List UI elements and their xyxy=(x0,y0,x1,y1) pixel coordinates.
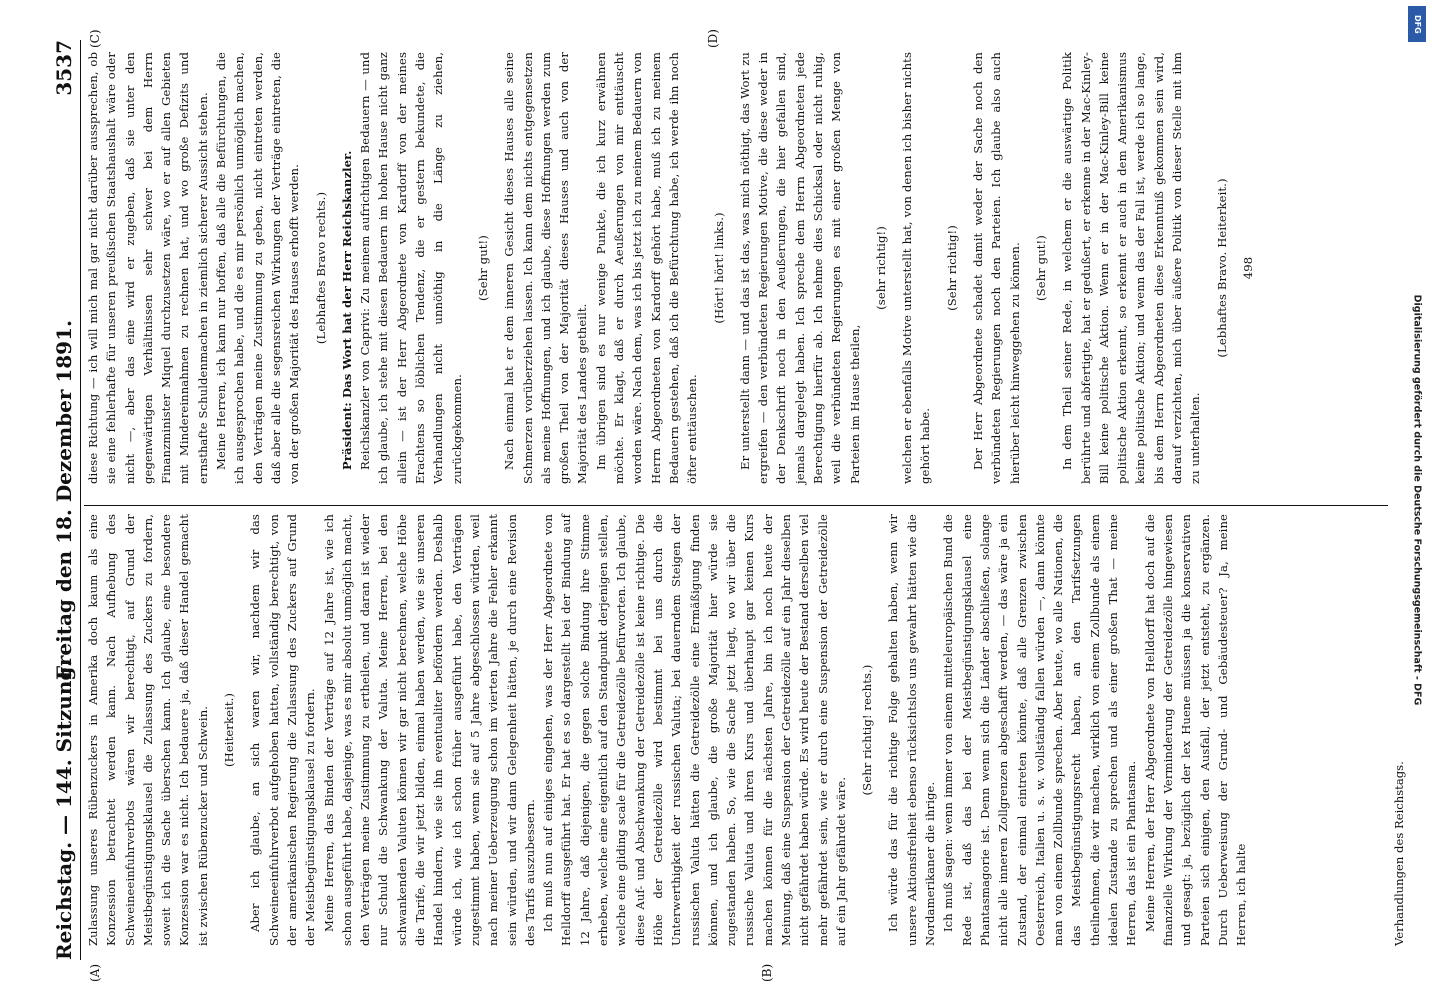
dfg-logo: DFG xyxy=(1408,6,1426,42)
header-page-number: 3537 xyxy=(52,40,76,96)
margin-marker-d: (D) xyxy=(706,29,720,48)
paragraph: Meine Herren, das Binden der Verträge auf 12 Jahre ist, wie ich schon ausgeführt habe, dasjenige, was es mir absolut unmöglich macht, den Verträgen meine Zustimmung zu ertheilen, und daran ist wieder nur Schuld die Schwankung der Valuta. Meine Herren, bei den schwankenden Valuten können wir gar nicht berechnen, welche Höhe die Tarife, die wir jetzt bilden, einmal haben werden, wie sie unseren Handel hindern, wie sie ihn eventualiter befördern werden. Deshalb würde ich, wie ich schon früher ausgeführt habe, den Verträgen zugestimmt haben, wenn sie auf 5 Jahre abgeschlossen würden, weil nach meiner Ueberzeugung schon im vierten Jahre die Fehler erkannt sein würden, und wir dann Gelegenheit hätten, je durch eine Revision des Tarifs auszubessern. xyxy=(321,514,537,946)
paragraph: Meine Herren, ich kann nur hoffen, daß alle die Befürchtungen, die ich ausgesprochen habe, und die es mir persönlich unmöglich machen, den Verträgen meine Zustimmung zu geben, nicht eintreten werden, daß aber alle die segensreichen Wirkungen der Verträge eintreten, die von der großen Majorität des Hauses erhofft werden. xyxy=(214,52,302,484)
paragraph: diese Richtung — ich will mich mal gar nicht darüber aussprechen, ob sie eine fehlerhafte für unseren preußischen Staatshaushalt wäre oder nicht —, aber das eine wird er zugeben, daß sie unter den gegenwärtigen Verhältnissen sehr schwer bei dem Herrn Finanzminister Miquel durchzusetzen wäre, wo er auf allen Gebieten mit Mindereinnahmen zu rechnen hat, und wo große Defizits und ernsthafte Schuldenmachen in ziemlich sicherer Aussicht stehen. xyxy=(86,52,210,484)
paragraph: Ich muß nun auf einiges eingehen, was der Herr Abgeordnete von Helldorff ausgeführt hat. Er hat es so dargestellt bei der Bindung auf 12 Jahre, daß diejenigen, die gegen solche Bindung ihre Stimme erheben, welche eine eigentlich auf den Standpunkt derjenigen stellen, welche eine gliding scale für die Getreidezölle befürworten. Ich glaube, diese Auf- und Abschwankung der Getreidezölle ist keine richtige. Die Höhe der Getreidezölle wird bestimmt bei uns durch die Unterwerthigkeit der russischen Valuta; bei dauerndem Steigen der russischen Valuta hätten die Getreidezölle eine Ermäßigung finden können, und ich glaube, die große Majorität hier würde sie zugestanden haben. So, wie die Sache jetzt liegt, wo wir über die russische Valuta und ihren Kurs und überhaupt gar keinen Kurs machen können für die nächsten Jahre, bin ich noch heute der Meinung, daß eine Suspension der Getreidezölle auf ein Jahr dieselben nicht gefährdet haben würde. Es wird heute der Bestand derselben viel mehr gefährdet sein, wie er durch eine Suspension der Getreidezölle auf ein Jahr gefährdet wäre. xyxy=(541,514,848,946)
interjection: (Sehr richtig!) xyxy=(944,225,959,311)
paragraph: Er unterstellt dann — und das ist das, was mich nöthigt, das Wort zu ergreifen — den verbündeten Regierungen Motive, die diese weder in der Denkschrift noch in den Aeußerungen, die hier gefallen sind, jemals dargelegt haben. Ich spreche dem Herrn Abgeordneten jede Berechtigung hierfür ab. Ich nehme dies Schicksal oder nicht ruhig, weil die verbündeten Regierungen es mit einer großen Menge von Parteien im Hause theilen, xyxy=(737,52,862,484)
paragraph: In dem Theil seiner Rede, in welchem er die auswärtige Politik berührte und abfertigte, hat er gedußert, er erkenne in der Mac-Kinley-Bill keine politische Aktion. Wenn er in der Mac-Kinley-Bill keine politische Aktion erkennt, so erkennt er auch in dem Amerikanismus keine politische Aktion; und wenn das der Fall ist, werde ich so lange, bis dem Herrn Abgeordneten diese Erkenntniß gekommen sein wird, darauf verzichten, mich über äußere Politik von dieser Stelle mit ihm zu unterhalten. xyxy=(1060,52,1203,484)
paragraph: Nach einmal hat er dem inneren Gesicht dieses Hauses alle seine Schmerzen vorüberziehen lassen. Ich kann dem nichts entgegensetzen als meine Hoffnungen, und ich glaube, diese Hoffnungen werden zum großen Theil von der Majorität dieses Hauses und auch von der Majorität des Landes getheilt. xyxy=(502,52,590,484)
margin-marker-a: (A) xyxy=(88,963,102,982)
interjection: (Sehr gut!) xyxy=(475,235,490,301)
interjection: (Sehr gut!) xyxy=(1033,235,1048,301)
paragraph: Ich würde das für die richtige Folge gehalten haben, wenn wir unsere Aktionsfreiheit ebenso rücksichtslos uns gewahrt hätten wie die Nordamerikaner die ihrige. xyxy=(886,514,938,946)
margin-marker-c: (C) xyxy=(88,29,102,48)
funder-note: Digitalisierung gefördert durch die Deutsche Forschungsgemeinschaft - DFG xyxy=(1411,294,1423,706)
interjection: (Sehr richtig! rechts.) xyxy=(860,664,875,796)
paragraph: welchen er ebenfalls Motive unterstellt hat, von denen ich bisher nichts gehört habe. xyxy=(900,52,933,484)
interjection: (Hört! hört! links.) xyxy=(711,212,726,324)
header-date: Freitag den 18. Dezember 1891. xyxy=(52,320,76,680)
paragraph: Meine Herren, der Herr Abgeordnete von Helldorff hat doch auf die finanzielle Wirkung der Verminderung der Getreidezölle hingewiesen und gesagt: ja, bezüglich der lex Huene müssen ja die konservativen Parteien sich einigen, den Ausfall, der jetzt entsteht, zu ergänzen. Durch Ueberweisung der Grund- und Gebäudesteuer? Ja, meine Herren, ich halte xyxy=(1142,514,1249,946)
paragraph: Aber ich glaube, an sich waren wir, nachdem wir das Schweineeinfuhrverbot aufgehoben hatten, vollständig berechtigt, von der amerikanischen Regierung die Zulassung des Zuckers auf Grund der Meistbegünstigungsklausel zu fordern. xyxy=(248,514,318,946)
paragraph: Zulassung unseres Rübenzuckers in Amerika doch kaum als eine Konzession betrachtet werden kann. Nach Aufhebung des Schweineeinfuhrverbots wären wir berechtigt, auf Grund der Meistbegünstigungsklausel die Zulassung des Zuckers zu fordern, soweit ich die Sache überschen kann. Ich glaube, eine besondere Konzession war es nicht. Ich bedauere ja, daß dieser Handel gemacht ist zwischen Rübenzucker und Schwein. xyxy=(86,514,210,946)
page-footer: Verhandlungen des Reichstags. xyxy=(1392,761,1406,946)
paragraph: Ich muß sagen: wenn immer von einem mitteleuropäischen Bund die Rede ist, daß das bei der Meistbegünstigungsklausel eine Phantasmagorie ist. Denn wenn sich die Länder abschließen, solange nicht alle inneren Zollgrenzen abgeschafft werden, — das wäre ja ein Zustand, der einmal eintreten könnte, daß alle Grenzen zwischen Oesterreich, Italien u. s. w. vollständig fallen würden —, dann könnte man von einem Zollbunde sprechen. Aber heute, wo alle Nationen, die das Meistbegünstigungsrecht haben, an den Tarifsetzungen theilnehmen, die wir machen, wirklich von einem Zollbunde als einem idealen Zustande zu sprechen und als einer großen That — meine Herren, das ist ein Phantasma. xyxy=(941,514,1139,946)
page-header xyxy=(42,40,81,960)
paragraph: Im übrigen sind es nur wenige Punkte, die ich kurz erwähnen möchte. Er klagt, daß er durch Aeußerungen von mir enttäuscht worden wäre. Nach dem, was ich bis jetzt ich zu meinem Bedauern von Herrn Abgeordneten von Kardorff gehört habe, muß ich zu meinem Bedauern gestehen, daß ich die Befürchtung habe, ich werde ihn noch öfter enttäuschen. xyxy=(593,52,700,484)
right-column xyxy=(84,52,1265,484)
speaker-president: Präsident: Das Wort hat der Herr Reichskanzler. xyxy=(339,150,354,470)
left-column xyxy=(84,514,1250,946)
funder-sidebar xyxy=(1402,0,1432,1000)
paragraph: Der Herr Abgeordnete schadet damit weder der Sache noch den verbündeten Regierungen noch den Parteien. Ich glaube also auch hierüber leicht hinweggehen zu können. xyxy=(971,52,1022,484)
paragraph: Reichskanzler von Caprivi: Zu meinem aufrichtigen Bedauern — und ich glaube, ich stehe mit diesen Bedauern im hohen Hause nicht ganz allein — ist der Herr Abgeordnete von Kardorff von der meines Erachtens so löblichen Tendenz, die er gestern bekundete, die Verhandlungen nicht unnöthig in die Länge zu ziehen, zurückgekommen. xyxy=(358,52,464,484)
interjection: (sehr richtig!) xyxy=(873,226,888,310)
interjection: (Lebhaftes Bravo. Heiterkeit.) xyxy=(1214,178,1229,358)
sheet-number: 498 xyxy=(1240,256,1255,280)
interjection: (Heiterkeit.) xyxy=(222,692,237,768)
margin-marker-b: (B) xyxy=(760,963,774,982)
header-left: Reichstag. — 144. Sitzung. xyxy=(52,659,76,960)
interjection: (Lebhaftes Bravo rechts.) xyxy=(313,191,328,345)
column-divider xyxy=(84,505,1388,506)
